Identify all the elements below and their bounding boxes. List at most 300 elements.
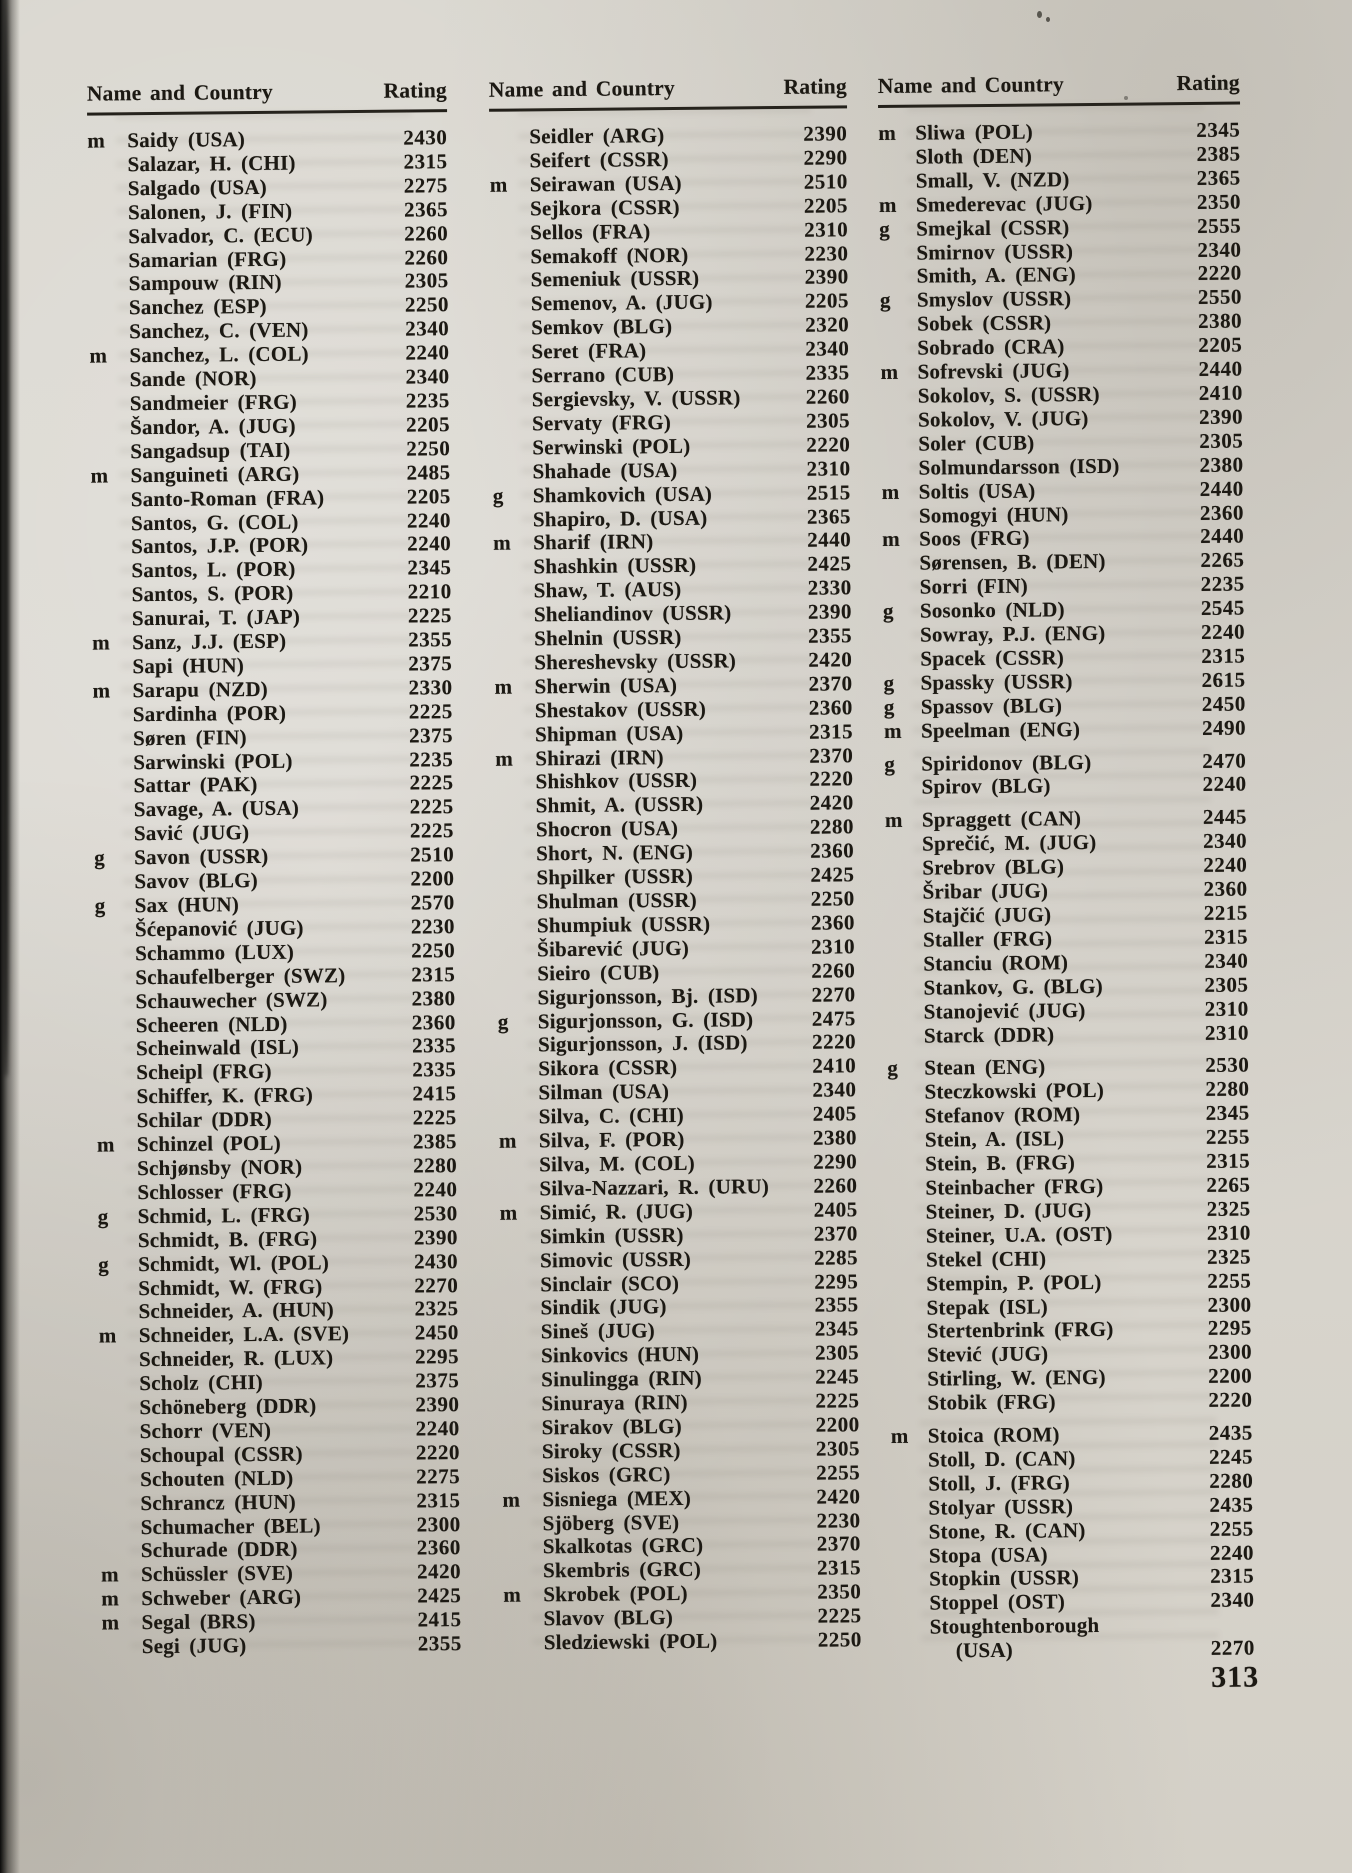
rating-value: 2320 xyxy=(805,312,850,337)
rating-value: 2295 xyxy=(814,1268,859,1294)
rating-column-left xyxy=(87,78,462,1658)
rating-value: 2225 xyxy=(409,794,454,819)
rating-value: 2375 xyxy=(415,1368,460,1393)
player-name: Small, V. (NZD) xyxy=(915,167,1070,193)
player-name: Sobek (CSSR) xyxy=(917,310,1052,336)
rating-value: 2345 xyxy=(1196,117,1241,142)
rating-value: 2355 xyxy=(417,1631,462,1656)
player-name: Stempin, P. (POL) xyxy=(926,1269,1102,1296)
player-name: Schmidt, Wl. (POL) xyxy=(138,1249,330,1276)
title-flag: g xyxy=(94,845,105,870)
player-name: Salgado (USA) xyxy=(127,174,267,201)
player-name: Sattar (PAK) xyxy=(133,772,258,798)
player-name: Steiner, U.A. (OST) xyxy=(925,1221,1113,1248)
rating-value: 2305 xyxy=(805,408,851,433)
rating-value: 2370 xyxy=(808,671,853,696)
rating-row xyxy=(499,1173,857,1200)
rating-value: 2240 xyxy=(1202,771,1247,797)
rating-row xyxy=(101,1607,461,1634)
rating-value: 2205 xyxy=(1198,332,1243,358)
rating-row xyxy=(494,576,852,603)
rating-row xyxy=(490,193,848,220)
rating-row xyxy=(92,603,452,630)
rating-value: 2375 xyxy=(408,722,454,748)
player-name: Schouten (NLD) xyxy=(140,1465,294,1491)
rating-row xyxy=(90,364,450,391)
rating-row xyxy=(95,890,455,917)
player-name: Schneider, L.A. (SVE) xyxy=(138,1321,350,1348)
title-flag: m xyxy=(503,1582,521,1607)
rating-row xyxy=(88,173,448,200)
title-flag: m xyxy=(101,1610,120,1635)
rating-value: 2390 xyxy=(413,1224,458,1250)
player-name: Sowray, P.J. (ENG) xyxy=(919,620,1106,647)
rating-row xyxy=(503,1603,861,1630)
player-name: Santos, L. (POR) xyxy=(131,556,296,583)
player-name: Sokolov, V. (JUG) xyxy=(917,405,1089,432)
player-name: Solmundarsson (ISD) xyxy=(918,453,1120,480)
rating-value: 2340 xyxy=(1210,1587,1255,1613)
rating-value: 2255 xyxy=(816,1460,861,1485)
player-name: Sineš (JUG) xyxy=(540,1318,656,1344)
player-name: Schinzel (POL) xyxy=(136,1130,281,1157)
player-name: Sofrevski (JUG) xyxy=(917,358,1070,384)
player-name: Scheeren (NLD) xyxy=(135,1011,288,1037)
rating-value: 2380 xyxy=(1199,452,1244,477)
player-name: Sarwinski (POL) xyxy=(133,748,293,774)
rating-value: 2205 xyxy=(803,193,849,218)
rating-row xyxy=(497,910,855,937)
rating-value: 2530 xyxy=(1205,1052,1250,1078)
player-name: Šribar (JUG) xyxy=(922,878,1049,904)
rating-value: 2220 xyxy=(1197,260,1242,286)
rating-value: 2340 xyxy=(1202,828,1248,854)
rating-value: 2380 xyxy=(411,985,456,1011)
rating-value: 2490 xyxy=(1201,715,1247,740)
rating-row xyxy=(491,360,849,387)
rating-row xyxy=(494,623,852,650)
rating-value: 2355 xyxy=(814,1292,859,1318)
rating-row xyxy=(890,1388,1252,1415)
rating-value: 2230 xyxy=(804,240,849,266)
title-flag: m xyxy=(87,128,105,153)
player-name: Segal (BRS) xyxy=(141,1609,256,1635)
player-name: Sanguineti (ARG) xyxy=(130,461,300,487)
player-name: Stević (JUG) xyxy=(926,1341,1049,1367)
rating-value: 2360 xyxy=(1203,876,1248,902)
player-name: Skalkotas (GRC) xyxy=(542,1533,704,1559)
rating-value: 2230 xyxy=(816,1507,861,1533)
rating-row xyxy=(498,1006,856,1033)
rating-value: 2420 xyxy=(809,790,854,816)
rating-row xyxy=(885,853,1247,880)
title-flag: m xyxy=(90,463,109,488)
rating-value: 2350 xyxy=(817,1579,862,1604)
player-name: Salvador, C. (ECU) xyxy=(128,222,314,248)
rating-row xyxy=(501,1317,859,1344)
player-name: Šibarević (JUG) xyxy=(536,935,690,962)
player-name: Sørensen, B. (DEN) xyxy=(919,549,1106,575)
rating-value: 2355 xyxy=(808,623,853,648)
player-name: Servaty (FRG) xyxy=(531,409,672,436)
rating-value: 2415 xyxy=(417,1607,462,1632)
rating-value: 2350 xyxy=(1196,189,1242,214)
rating-value: 2440 xyxy=(1198,356,1243,382)
player-name: Simić, R. (JUG) xyxy=(539,1198,694,1225)
player-name: Sliwa (POL) xyxy=(915,119,1034,145)
rating-row xyxy=(102,1631,462,1658)
rating-row xyxy=(95,986,455,1013)
rating-value: 2200 xyxy=(410,866,455,891)
rating-value: 2250 xyxy=(411,937,456,963)
player-name: Semeniuk (USSR) xyxy=(530,266,700,292)
title-flag: m xyxy=(880,359,899,385)
title-flag: g xyxy=(94,893,106,918)
rating-row xyxy=(492,408,850,435)
player-name: Sanchez, C. (VEN) xyxy=(129,317,309,344)
player-name: Schilar (DDR) xyxy=(136,1107,272,1133)
player-name: Spiridonov (BLG) xyxy=(921,749,1092,776)
player-name: Sieiro (CUB) xyxy=(537,959,660,986)
rating-row xyxy=(97,1105,457,1132)
rating-value: 2235 xyxy=(1200,571,1245,597)
rating-row xyxy=(500,1221,858,1248)
rating-value: 2420 xyxy=(808,647,853,672)
rating-row xyxy=(503,1556,861,1583)
player-name: Sosonko (NLD) xyxy=(919,597,1065,623)
rating-column-middle xyxy=(489,74,862,1654)
rating-value: 2410 xyxy=(1198,380,1243,405)
player-name: Stanojević (JUG) xyxy=(923,997,1086,1024)
rating-row xyxy=(881,381,1243,408)
title-flag: m xyxy=(882,527,900,552)
player-name: Stean (ENG) xyxy=(924,1054,1046,1081)
rating-value: 2340 xyxy=(405,364,450,389)
player-name: Sellos (FRA) xyxy=(530,218,651,244)
rating-value: 2390 xyxy=(803,121,848,146)
player-name: Short, N. (ENG) xyxy=(536,840,694,866)
player-name: Starck (DDR) xyxy=(923,1021,1055,1048)
name-country-header: Name and Country xyxy=(488,75,675,102)
player-name: Sardinha (POR) xyxy=(132,700,287,726)
rating-value: 2290 xyxy=(813,1149,858,1174)
rating-value: 2485 xyxy=(406,459,451,485)
rating-value: 2425 xyxy=(810,862,855,887)
player-name: Slavov (BLG) xyxy=(543,1605,674,1631)
rating-row xyxy=(880,357,1242,384)
player-name: Søren (FIN) xyxy=(132,724,247,750)
rating-value: 2360 xyxy=(411,1009,456,1035)
player-name: Shulman (USSR) xyxy=(536,887,698,914)
player-name: Schoupal (CSSR) xyxy=(139,1441,303,1468)
rating-value: 2220 xyxy=(1208,1387,1253,1413)
title-flag: g xyxy=(879,288,891,313)
rating-row xyxy=(87,149,447,176)
rating-value: 2205 xyxy=(405,412,451,437)
rating-row xyxy=(504,1627,862,1654)
rating-value: 2300 xyxy=(1207,1291,1252,1317)
column-header xyxy=(87,78,447,115)
player-name: Spacek (CSSR) xyxy=(920,645,1065,671)
rating-value: 2260 xyxy=(811,957,856,983)
title-flag: m xyxy=(890,1423,909,1448)
rating-row xyxy=(98,1297,458,1324)
player-name: Samarian (FRG) xyxy=(128,246,287,272)
player-name: Savić (JUG) xyxy=(133,820,250,846)
rating-value: 2315 xyxy=(416,1487,461,1513)
player-name: Somogyi (HUN) xyxy=(918,501,1069,528)
rating-row xyxy=(880,285,1242,312)
player-name: Stein, B. (FRG) xyxy=(925,1150,1076,1176)
rating-row xyxy=(96,1034,456,1061)
title-flag: g xyxy=(883,694,895,719)
rating-value: 2450 xyxy=(414,1320,459,1345)
rating-value: 2530 xyxy=(413,1200,458,1226)
rating-row xyxy=(503,1580,861,1607)
rating-value: 2200 xyxy=(815,1412,860,1437)
rating-row xyxy=(882,476,1244,503)
player-name: Skembris (GRC) xyxy=(542,1557,702,1583)
rating-row xyxy=(496,838,854,865)
title-flag: g xyxy=(98,1252,109,1277)
player-name: Schöneberg (DDR) xyxy=(139,1393,317,1420)
player-name: Schjønsby (NOR) xyxy=(137,1154,303,1181)
rating-row xyxy=(502,1412,860,1439)
rating-value: 2425 xyxy=(417,1583,462,1608)
rating-row xyxy=(91,555,451,582)
rating-row xyxy=(893,1636,1255,1663)
player-name: Sindik (JUG) xyxy=(540,1294,667,1320)
rating-value: 2340 xyxy=(805,336,850,361)
rating-row xyxy=(892,1540,1254,1567)
binding-edge-line xyxy=(3,0,9,1076)
rating-value: 2315 xyxy=(403,149,448,174)
rating-value: 2335 xyxy=(805,360,850,385)
rating-value: 2380 xyxy=(1198,308,1243,334)
rating-row xyxy=(98,1249,458,1276)
title-flag: m xyxy=(881,479,900,504)
rating-value: 2310 xyxy=(806,455,851,481)
rating-row xyxy=(88,221,448,248)
rating-value: 2205 xyxy=(804,288,850,314)
rating-row xyxy=(887,1020,1249,1047)
rating-value: 2260 xyxy=(404,220,449,246)
player-name: Shmit, A. (USSR) xyxy=(535,792,704,818)
rating-row xyxy=(892,1564,1254,1591)
rating-value: 2435 xyxy=(1209,1492,1254,1517)
player-name: Santos, J.P. (POR) xyxy=(131,532,309,559)
rating-row xyxy=(101,1583,461,1610)
player-name: Schumacher (BEL) xyxy=(140,1513,321,1539)
player-name: Schmid, L. (FRG) xyxy=(137,1202,310,1228)
rating-row xyxy=(503,1532,861,1559)
name-country-header: Name and Country xyxy=(877,72,1064,99)
player-name: Sharif (IRN) xyxy=(533,529,654,555)
rating-value: 2325 xyxy=(1206,1244,1252,1269)
player-name: Srebrov (BLG) xyxy=(922,854,1065,880)
rating-row xyxy=(892,1588,1254,1615)
rating-row xyxy=(93,771,453,798)
rating-row xyxy=(892,1516,1254,1543)
player-name: Semenov, A. (JUG) xyxy=(530,289,713,316)
rating-row xyxy=(878,118,1240,145)
player-name: Schaufelberger (SWZ) xyxy=(135,962,346,989)
rating-value: 2250 xyxy=(810,886,855,911)
rating-value: 2225 xyxy=(409,770,454,796)
rating-row xyxy=(491,289,849,316)
title-flag: m xyxy=(100,1562,119,1587)
rating-value: 2200 xyxy=(1208,1363,1253,1389)
rating-row xyxy=(496,862,854,889)
player-name: Shirazi (IRN) xyxy=(535,744,664,770)
rating-row xyxy=(889,1196,1251,1223)
rating-row xyxy=(491,313,849,340)
rating-value: 2425 xyxy=(807,551,852,577)
player-name: Schorr (VEN) xyxy=(139,1417,272,1444)
rating-value: 2355 xyxy=(408,627,453,652)
rating-value: 2265 xyxy=(1206,1172,1251,1197)
rating-row xyxy=(95,938,455,965)
player-name: Silva, M. (COL) xyxy=(539,1150,695,1177)
rating-value: 2330 xyxy=(408,674,453,700)
player-name: Schneider, R. (LUX) xyxy=(138,1345,334,1372)
player-name: Sjöberg (SVE) xyxy=(542,1509,680,1535)
title-flag: m xyxy=(101,1586,119,1611)
rating-row xyxy=(493,504,851,531)
rating-value: 2420 xyxy=(416,1559,462,1584)
player-name: Semkov (BLG) xyxy=(531,314,673,340)
player-name: (USA) xyxy=(955,1637,1013,1663)
rating-value: 2285 xyxy=(813,1244,859,1270)
rating-row xyxy=(490,169,848,196)
player-name: Shashkin (USSR) xyxy=(533,553,697,579)
rating-header: Rating xyxy=(1176,70,1240,96)
rating-row xyxy=(497,982,855,1009)
rating-value: 2380 xyxy=(812,1125,858,1150)
rating-value: 2510 xyxy=(803,169,848,194)
rating-row xyxy=(97,1177,457,1204)
player-name: Stobik (FRG) xyxy=(927,1389,1056,1415)
rating-row xyxy=(99,1344,459,1371)
name-country-header: Name and Country xyxy=(86,79,273,106)
player-name: Salazar, H. (CHI) xyxy=(127,150,296,177)
rating-value: 2305 xyxy=(404,268,449,294)
player-name: Sikora (CSSR) xyxy=(538,1055,678,1081)
rating-row xyxy=(98,1273,458,1300)
rating-row xyxy=(500,1245,858,1272)
rating-row xyxy=(890,1364,1252,1391)
rating-value: 2340 xyxy=(812,1077,857,1102)
rating-value: 2305 xyxy=(815,1436,861,1461)
player-name: Seidler (ARG) xyxy=(529,123,665,149)
rating-value: 2315 xyxy=(411,961,456,987)
rating-row xyxy=(89,340,449,367)
player-name: Sorri (FIN) xyxy=(919,573,1029,599)
rating-row xyxy=(491,265,849,292)
rating-value: 2345 xyxy=(1205,1100,1250,1126)
rating-row xyxy=(495,695,853,722)
player-name: Serrano (CUB) xyxy=(531,362,675,388)
rating-row xyxy=(90,388,450,415)
player-name: Savage, A. (USA) xyxy=(133,795,300,822)
rating-row xyxy=(499,1101,857,1128)
rating-row xyxy=(491,336,849,363)
player-name: Smirnov (USSR) xyxy=(916,238,1074,265)
rating-row xyxy=(885,877,1247,904)
player-name: Sarapu (NZD) xyxy=(132,676,269,703)
rating-row xyxy=(94,795,454,822)
rating-row xyxy=(95,914,455,941)
rating-value: 2225 xyxy=(815,1388,860,1413)
player-name: Savov (BLG) xyxy=(134,868,259,894)
player-name: Simovic (USSR) xyxy=(539,1246,692,1272)
title-flag: g xyxy=(883,670,895,695)
entries-list xyxy=(489,121,862,1654)
rating-row xyxy=(884,715,1246,742)
rating-row xyxy=(100,1416,460,1443)
player-name: Spassov (BLG) xyxy=(920,693,1063,719)
rating-value: 2385 xyxy=(412,1129,458,1154)
rating-row xyxy=(497,958,855,985)
rating-row xyxy=(92,627,452,654)
rating-row xyxy=(891,1492,1253,1519)
rating-row xyxy=(87,125,447,152)
title-flag: m xyxy=(89,343,108,368)
ink-speck xyxy=(1046,17,1050,22)
title-flag: m xyxy=(498,1128,517,1153)
rating-row xyxy=(98,1225,458,1252)
rating-value: 2405 xyxy=(812,1101,857,1126)
title-flag: m xyxy=(884,808,903,833)
rating-row xyxy=(495,767,853,794)
title-flag: m xyxy=(494,674,513,699)
title-flag: m xyxy=(92,678,111,703)
rating-row xyxy=(93,747,453,774)
rating-value: 2225 xyxy=(412,1105,457,1130)
player-name: Stefanov (ROM) xyxy=(924,1102,1081,1128)
column-header xyxy=(878,71,1240,108)
rating-value: 2365 xyxy=(1196,165,1241,190)
rating-row xyxy=(489,121,847,148)
rating-value: 2225 xyxy=(817,1603,862,1628)
rating-value: 2510 xyxy=(410,842,455,867)
player-name: Schiffer, K. (FRG) xyxy=(136,1082,314,1109)
title-flag: g xyxy=(497,1009,509,1034)
rating-value: 2440 xyxy=(1199,476,1244,501)
rating-value: 2240 xyxy=(1209,1540,1255,1565)
rating-row xyxy=(498,1030,856,1057)
player-name: Seret (FRA) xyxy=(531,338,647,364)
rating-row xyxy=(90,436,450,463)
rating-row xyxy=(888,1125,1250,1152)
rating-value: 2260 xyxy=(813,1173,858,1198)
rating-row xyxy=(879,237,1241,264)
player-name: Stirling, W. (ENG) xyxy=(927,1365,1106,1391)
player-name: Shestakov (USSR) xyxy=(534,696,707,723)
rating-value: 2220 xyxy=(806,432,851,457)
player-name: Speelman (ENG) xyxy=(920,716,1081,743)
rating-row xyxy=(503,1508,861,1535)
rating-value: 2305 xyxy=(814,1340,860,1365)
rating-value: 2240 xyxy=(406,507,452,533)
rating-value: 2260 xyxy=(805,384,850,409)
rating-value: 2240 xyxy=(415,1416,460,1441)
player-name: Shpilker (USSR) xyxy=(536,863,694,890)
rating-value: 2275 xyxy=(403,172,448,198)
rating-value: 2325 xyxy=(414,1296,459,1321)
rating-row xyxy=(89,292,449,319)
rating-value: 2475 xyxy=(811,1005,856,1031)
